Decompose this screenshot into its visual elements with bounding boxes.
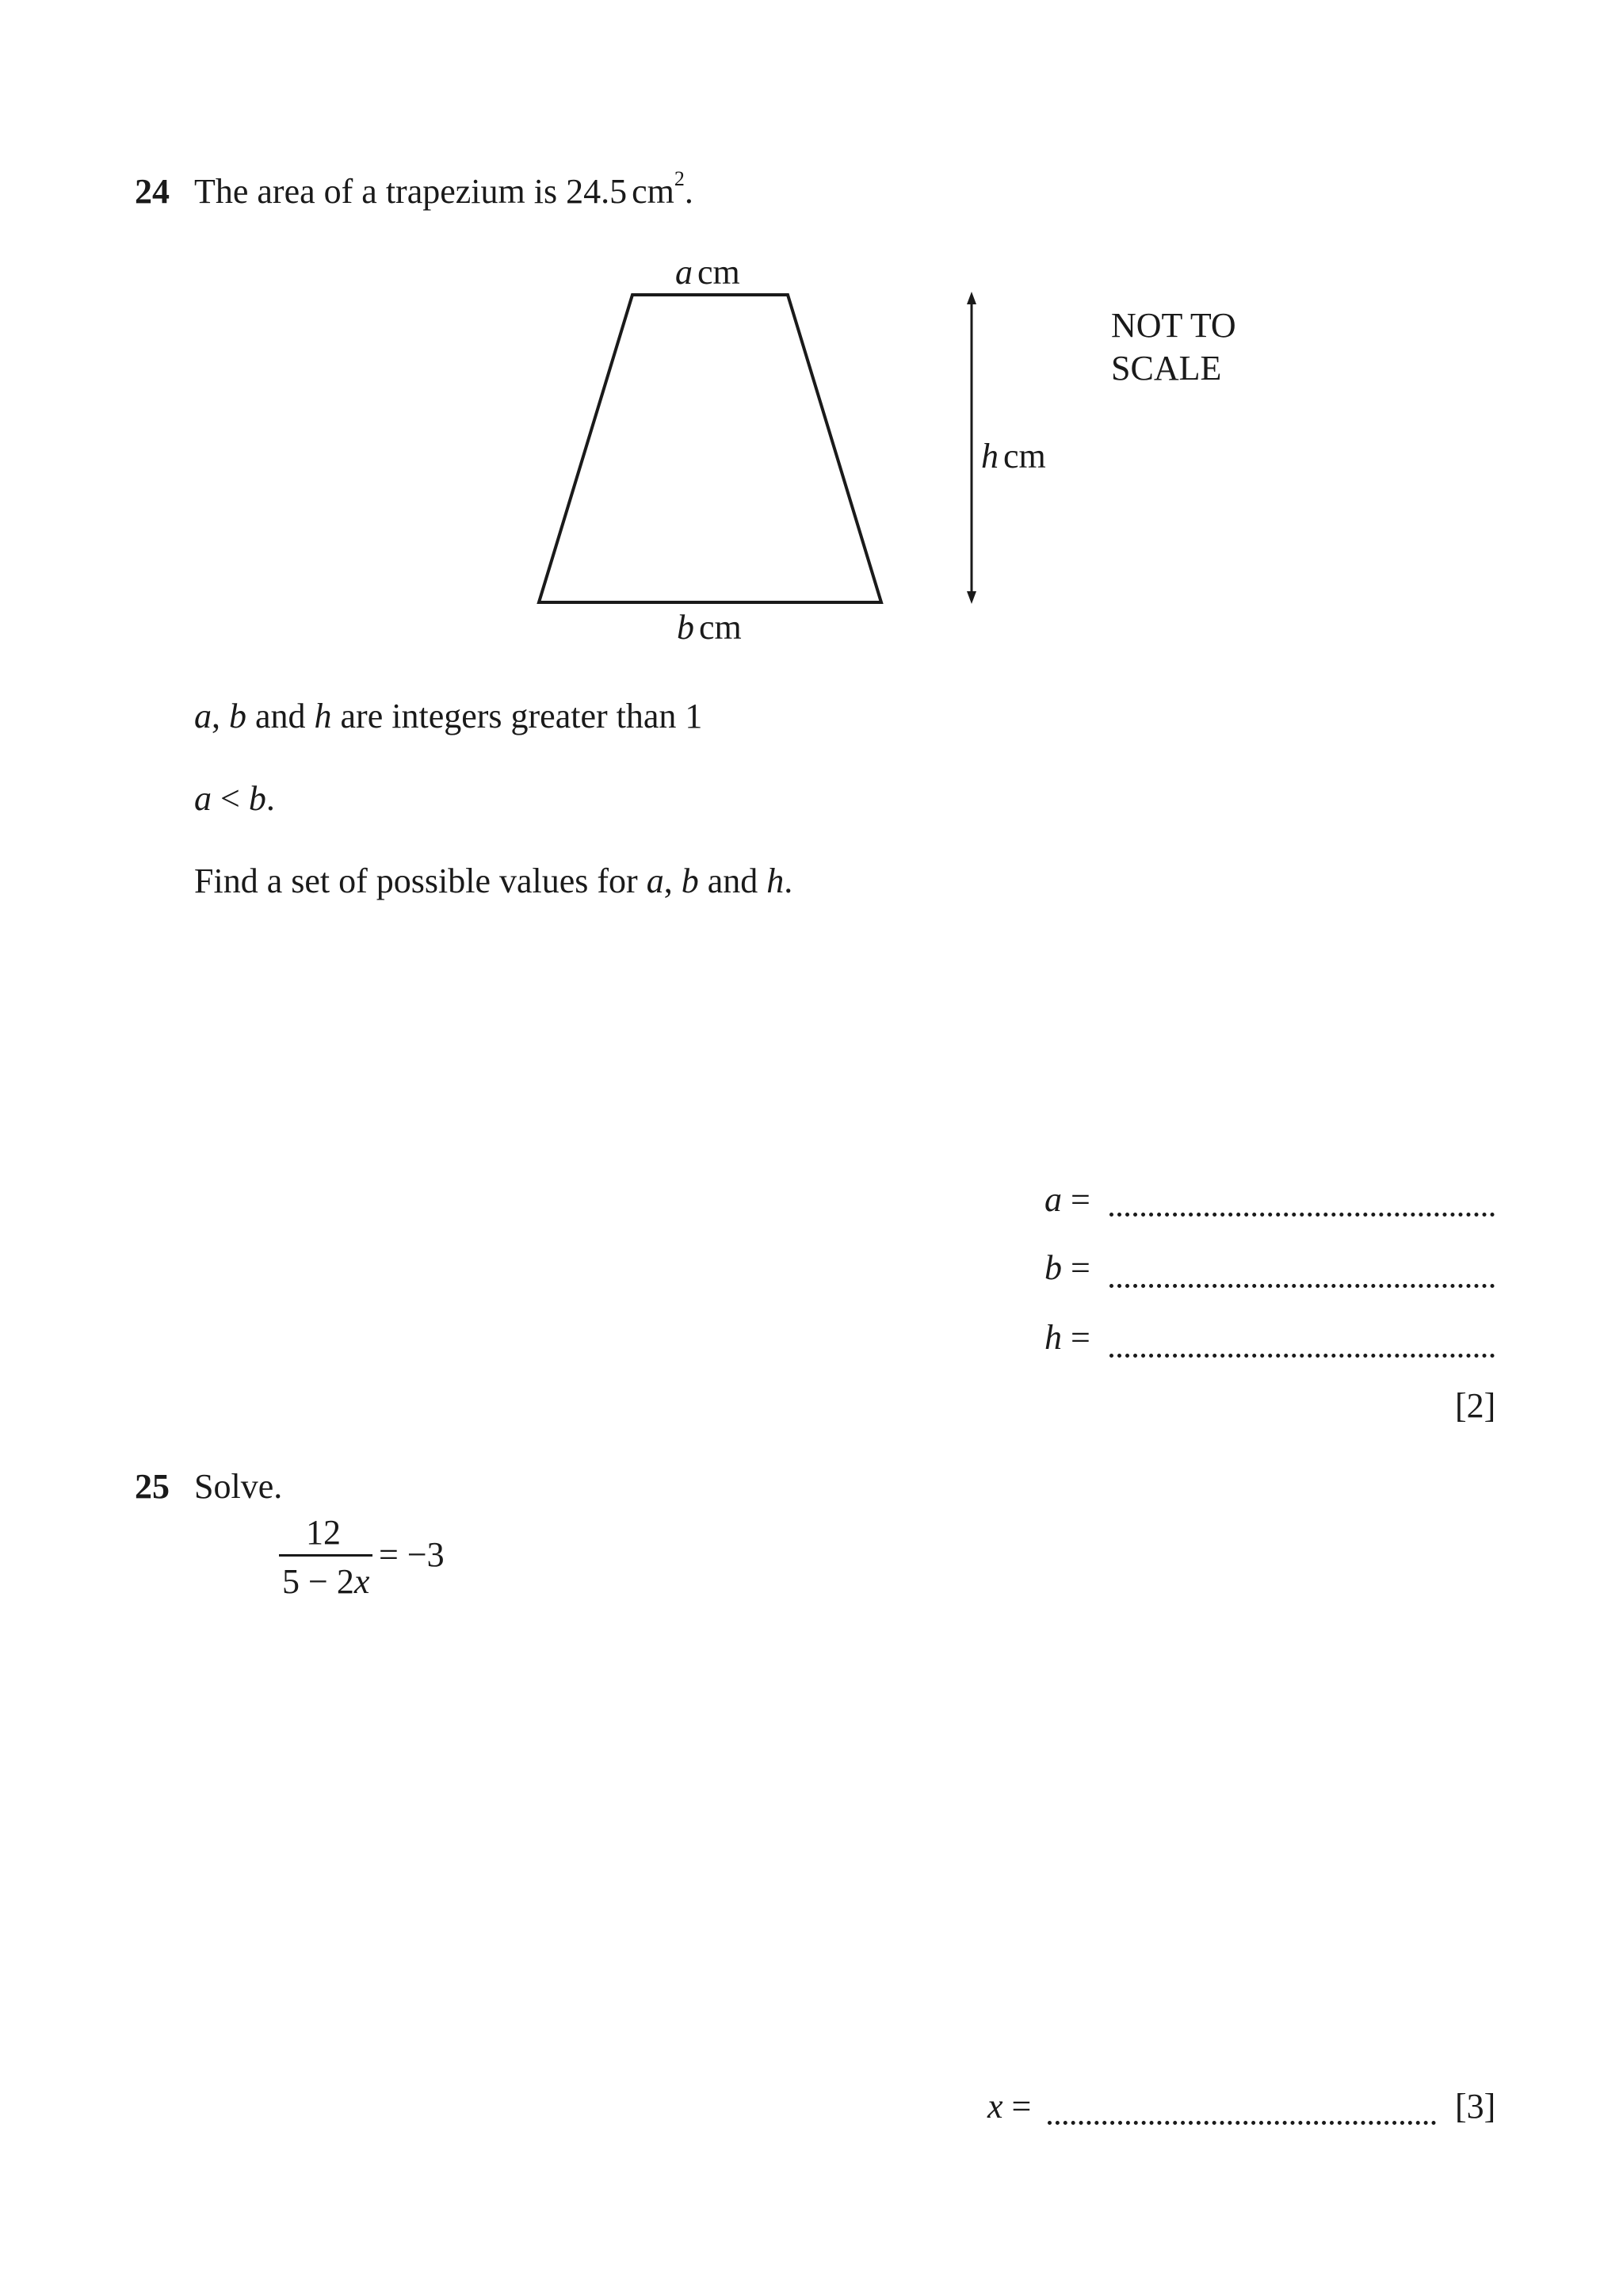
answer-eq-b: = xyxy=(1062,1248,1090,1287)
cond-rest: are integers greater than 1 xyxy=(331,697,703,735)
ineq-var-a: a xyxy=(194,779,212,818)
ineq-op: < xyxy=(212,779,249,818)
question-25-number: 25 xyxy=(135,1467,170,1506)
ineq-var-b: b xyxy=(248,779,266,818)
question-24-number: 24 xyxy=(135,172,170,211)
cond-sep: , xyxy=(212,697,229,735)
answer-eq-a: = xyxy=(1062,1180,1090,1219)
trapezium-shape xyxy=(539,295,881,602)
fraction-denominator xyxy=(282,1561,369,1602)
answer-line-a[interactable] xyxy=(1109,1213,1495,1217)
question-24-task xyxy=(194,861,792,901)
question-24-intro-power: 2 xyxy=(674,167,685,191)
denominator-text: 5 − 2 xyxy=(282,1562,354,1601)
answer-label-b xyxy=(1044,1247,1090,1288)
answer-line-h[interactable] xyxy=(1109,1354,1495,1358)
not-to-scale-note xyxy=(1111,304,1236,390)
answer-var-a: a xyxy=(1044,1180,1062,1219)
bottom-side-unit: cm xyxy=(699,608,742,647)
equation-rhs: = −3 xyxy=(379,1535,445,1574)
answer-eq-h: = xyxy=(1062,1318,1090,1357)
answer-var-x: x xyxy=(987,2087,1003,2126)
task-sep: , xyxy=(663,861,682,900)
height-var: h xyxy=(981,437,999,476)
height-label xyxy=(981,436,1046,476)
task-and: and xyxy=(698,861,767,900)
task-end: . xyxy=(784,861,793,900)
question-25-marks: [3] xyxy=(1455,2087,1496,2126)
cond-and: and xyxy=(246,697,315,735)
bottom-side-label xyxy=(677,607,742,648)
height-unit: cm xyxy=(1003,437,1046,476)
ineq-end: . xyxy=(265,779,275,818)
condition-inequality xyxy=(194,778,275,819)
bottom-side-var: b xyxy=(677,608,694,647)
question-24-intro-unit: cm xyxy=(632,172,674,211)
answer-var-b: b xyxy=(1044,1248,1062,1287)
top-side-var: a xyxy=(675,253,693,292)
task-start: Find a set of possible values for xyxy=(194,861,647,900)
not-to-scale-line1: NOT TO xyxy=(1111,306,1236,345)
answer-label-x xyxy=(987,2086,1031,2126)
fraction-numerator: 12 xyxy=(306,1513,341,1552)
answer-line-x[interactable] xyxy=(1048,2121,1436,2125)
top-side-unit: cm xyxy=(697,253,740,292)
question-24-intro-text: The area of a trapezium is 24.5 xyxy=(194,172,628,211)
question-24-intro-end: . xyxy=(684,172,693,211)
cond-var-b: b xyxy=(229,697,246,735)
denominator-var: x xyxy=(353,1562,370,1601)
answer-var-h: h xyxy=(1044,1318,1062,1357)
task-var-a: a xyxy=(646,861,664,900)
cond-var-h: h xyxy=(314,697,332,735)
trapezium-diagram xyxy=(0,0,1623,713)
question-25-intro: Solve. xyxy=(194,1467,283,1506)
answer-eq-x: = xyxy=(1002,2087,1032,2126)
question-24-marks: [2] xyxy=(1455,1386,1496,1425)
height-arrow-bottom xyxy=(967,591,976,604)
cond-var-a: a xyxy=(194,697,212,735)
answer-label-h xyxy=(1044,1317,1090,1358)
top-side-label xyxy=(675,252,740,292)
condition-integers xyxy=(194,696,702,736)
fraction-bar xyxy=(279,1554,372,1557)
height-arrow-top xyxy=(967,292,976,304)
answer-line-b[interactable] xyxy=(1109,1284,1495,1288)
task-var-h: h xyxy=(766,861,785,900)
answer-label-a xyxy=(1044,1179,1090,1220)
not-to-scale-line2: SCALE xyxy=(1111,349,1222,388)
task-var-b: b xyxy=(681,861,699,900)
